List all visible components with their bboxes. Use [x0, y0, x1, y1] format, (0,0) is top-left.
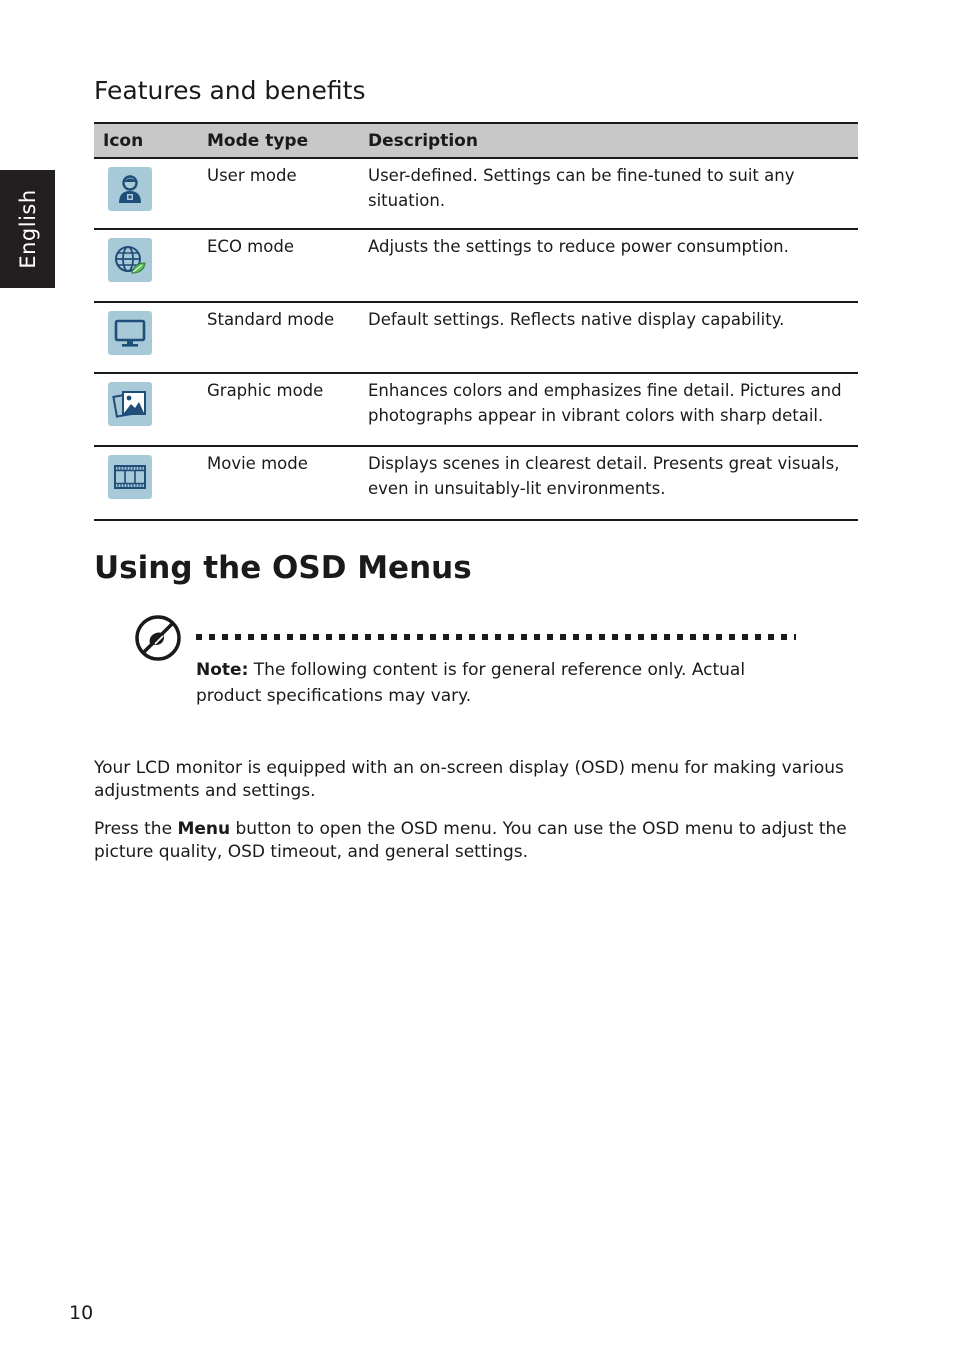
table-header-row [94, 123, 858, 158]
mode-description: Adjusts the settings to reduce power consumption. [368, 229, 858, 302]
mode-description: Enhances colors and emphasizes fine detail. Pictures and photographs appear in vibrant colors with sharp detail. [368, 373, 858, 446]
mode-description: Displays scenes in clearest detail. Presents great visuals, even in unsuitably-lit environments. [368, 446, 858, 520]
table-row [94, 229, 858, 302]
menu-button-name: Menu [177, 819, 231, 839]
user-mode-icon [108, 167, 152, 211]
page-number: 10 [69, 1302, 94, 1324]
note-icon [134, 614, 182, 662]
paragraph-text-before: Press the [94, 819, 178, 839]
language-tab [0, 170, 55, 288]
note-body: The following content is for general reference only. Actual product specifications may vary. [196, 660, 746, 706]
osd-menu-paragraph [94, 818, 858, 864]
movie-mode-icon [108, 455, 152, 499]
modes-table [94, 122, 858, 521]
header-icon: Icon [94, 123, 207, 158]
section-title-features: Features and benefits [94, 76, 366, 105]
paragraph-text-after: button to open the OSD menu. You can use the OSD menu to adjust the picture quality, OSD timeout, and general settings. [94, 819, 847, 862]
osd-intro-paragraph: Your LCD monitor is equipped with an on-screen display (OSD) menu for making various adjustments and settings. [94, 758, 844, 801]
mode-name: User mode [207, 158, 368, 229]
eco-mode-icon [108, 238, 152, 282]
table-row [94, 373, 858, 446]
page-title: Using the OSD Menus [94, 550, 472, 586]
mode-name: Graphic mode [207, 373, 368, 446]
standard-mode-icon [108, 311, 152, 355]
language-tab-label: English [15, 189, 40, 269]
mode-name: Movie mode [207, 446, 368, 520]
note-divider [196, 634, 796, 640]
mode-name: ECO mode [207, 229, 368, 302]
table-row [94, 446, 858, 520]
header-mode-type: Mode type [207, 123, 368, 158]
table-row [94, 302, 858, 373]
note-label: Note: [196, 660, 249, 680]
mode-name: Standard mode [207, 302, 368, 373]
mode-description: Default settings. Reflects native display capability. [368, 302, 858, 373]
table-row [94, 158, 858, 229]
note-text [196, 657, 796, 709]
mode-description: User-defined. Settings can be fine-tuned to suit any situation. [368, 158, 858, 229]
header-description: Description [368, 123, 858, 158]
graphic-mode-icon [108, 382, 152, 426]
